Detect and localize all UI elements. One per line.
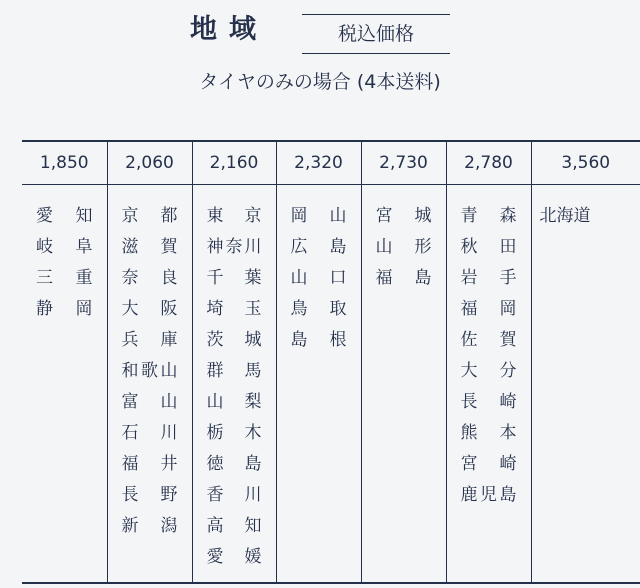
prefecture-name: 群馬 [206, 361, 262, 381]
prefecture-name: 埼玉 [206, 299, 262, 319]
prefecture-name: 鹿児島 [460, 485, 517, 505]
price-header: 2,730 [361, 141, 446, 185]
prefecture-name: 石川 [121, 423, 178, 443]
price-header: 2,320 [276, 141, 361, 185]
prefecture-name: 青森 [460, 206, 517, 226]
prefecture-name: 福井 [121, 454, 178, 474]
prefecture-name: 静岡 [36, 299, 93, 319]
prefecture-name: 富山 [121, 392, 178, 412]
header [0, 0, 640, 100]
prefecture-name: 高知 [206, 516, 262, 536]
prefecture-name: 滋賀 [121, 237, 178, 257]
prefecture-column [276, 185, 361, 584]
price-header-row [22, 141, 640, 185]
prefecture-name: 山梨 [206, 392, 262, 412]
prefecture-name: 秋田 [460, 237, 517, 257]
prefecture-name: 長野 [121, 485, 178, 505]
prefecture-name: 島根 [290, 330, 347, 350]
prefecture-name: 宮崎 [460, 454, 517, 474]
prefecture-column [361, 185, 446, 584]
prefecture-column [446, 185, 531, 584]
prefecture-name: 大分 [460, 361, 517, 381]
shipping-price-table [22, 140, 640, 584]
prefecture-name: 福岡 [460, 299, 517, 319]
prefecture-name: 愛知 [36, 206, 93, 226]
price-header: 2,160 [192, 141, 276, 185]
shipping-subtitle: タイヤのみの場合 (4本送料) [199, 71, 441, 93]
prefecture-name: 大阪 [121, 299, 178, 319]
price-header: 2,060 [107, 141, 192, 185]
prefecture-name: 鳥取 [290, 299, 347, 319]
prefecture-name: 佐賀 [460, 330, 517, 350]
prefecture-column [192, 185, 276, 584]
prefecture-name: 北海道 [539, 206, 591, 226]
prefecture-name: 茨城 [206, 330, 262, 350]
prefecture-name: 宮城 [375, 206, 432, 226]
prefecture-name: 福島 [375, 268, 432, 288]
prefecture-column [22, 185, 107, 584]
prefecture-column [107, 185, 192, 584]
prefecture-name: 千葉 [206, 268, 262, 288]
prefecture-name: 奈良 [121, 268, 178, 288]
prefecture-name: 岩手 [460, 268, 517, 288]
prefecture-name: 広島 [290, 237, 347, 257]
prefecture-name: 東京 [206, 206, 262, 226]
prefecture-name: 愛媛 [206, 547, 262, 567]
prefecture-column [531, 185, 640, 584]
prefecture-name: 兵庫 [121, 330, 178, 350]
prefecture-name: 和歌山 [121, 361, 178, 381]
prefecture-name: 京都 [121, 206, 178, 226]
prefecture-name: 岐阜 [36, 237, 93, 257]
price-header: 2,780 [446, 141, 531, 185]
prefecture-name: 三重 [36, 268, 93, 288]
prefecture-name: 山形 [375, 237, 432, 257]
prefecture-name: 神奈川 [206, 237, 262, 257]
region-title: 地域 [190, 14, 268, 45]
prefecture-name: 長崎 [460, 392, 517, 412]
prefecture-name: 香川 [206, 485, 262, 505]
prefecture-name: 山口 [290, 268, 347, 288]
prefecture-name: 熊本 [460, 423, 517, 443]
tax-included-price-label: 税込価格 [302, 14, 450, 54]
prefecture-name: 岡山 [290, 206, 347, 226]
prefecture-name: 栃木 [206, 423, 262, 443]
prefecture-row [22, 185, 640, 584]
prefecture-name: 新潟 [121, 516, 178, 536]
price-header: 1,850 [22, 141, 107, 185]
price-header: 3,560 [531, 141, 640, 185]
prefecture-name: 徳島 [206, 454, 262, 474]
